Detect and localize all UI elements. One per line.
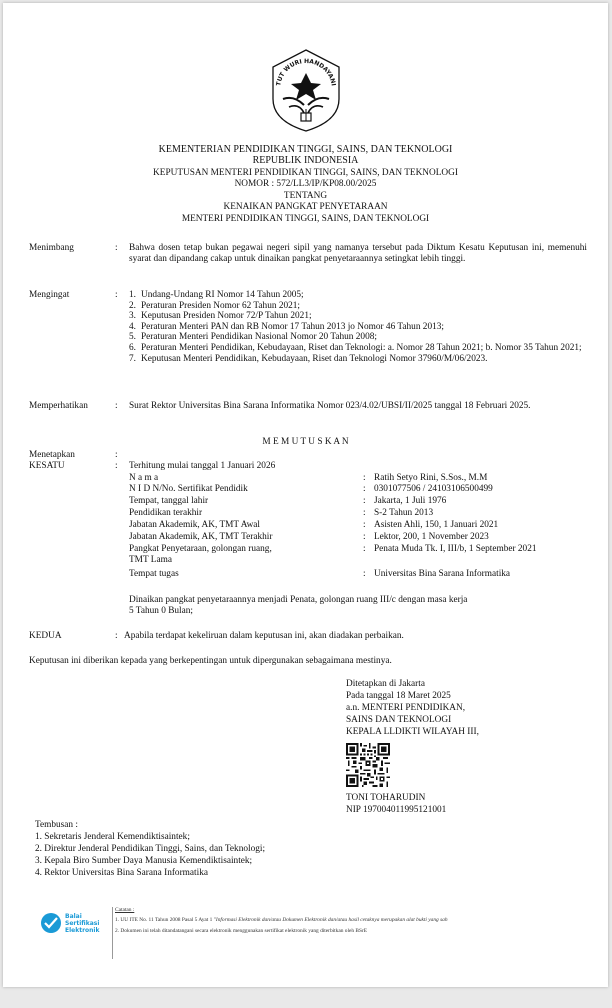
field-sep: : <box>363 532 366 542</box>
field-sep: : <box>363 496 366 506</box>
header-subject: KENAIKAN PANGKAT PENYETARAAN <box>223 202 388 212</box>
field-label-pangkat-2: TMT Lama <box>129 555 172 565</box>
header-ministry: KEMENTERIAN PENDIDIKAN TINGGI, SAINS, DAN TEKNOLOGI <box>158 144 453 155</box>
mengingat-list <box>129 290 589 364</box>
mengingat-item: 1. Undang-Undang RI Nomor 14 Tahun 2005; <box>129 290 304 300</box>
kesatu-intro: Terhitung mulai tanggal 1 Januari 2026 <box>129 461 276 471</box>
menetapkan-sep: : <box>115 450 118 460</box>
field-value-birth: Jakarta, 1 Juli 1976 <box>374 496 447 506</box>
mengingat-item: 2. Peraturan Presiden Nomor 62 Tahun 2021; <box>129 300 301 311</box>
field-sep: : <box>363 508 366 518</box>
mengingat-item: 6. Peraturan Menteri Pendidikan, Kebudayaan, Riset dan Teknologi: a. Nomor 28 Tahun 2021; b. Nomor 35 Tahun 2021; <box>129 342 582 353</box>
kesatu-sep: : <box>115 461 118 471</box>
field-label-jabatan-terakhir: Jabatan Akademik, AK, TMT Terakhir <box>129 532 273 542</box>
memperhatikan-label: Memperhatikan <box>29 401 88 411</box>
field-label-tempat-tugas: Tempat tugas <box>129 569 179 579</box>
tembusan-label: Tembusan : <box>35 820 78 830</box>
header-republic: REPUBLIK INDONESIA <box>252 155 359 166</box>
sign-nip: NIP 197004011995121001 <box>346 805 447 815</box>
mengingat-item: 3. Keputusan Presiden Nomor 72/P Tahun 2021; <box>129 311 312 322</box>
field-label-nama: N a m a <box>129 473 159 483</box>
header-about: TENTANG <box>283 191 328 201</box>
field-value-nama: Ratih Setyo Rini, S.Sos., M.M <box>374 473 488 483</box>
kesatu-result-2: 5 Tahun 0 Bulan; <box>129 606 193 616</box>
header-subject-2: MENTERI PENDIDIKAN TINGGI, SAINS, DAN TEKNOLOGI <box>181 214 430 224</box>
svg-text:Balai: Balai <box>65 913 82 920</box>
field-value-education: S-2 Tahun 2013 <box>374 508 434 518</box>
kedua-text: Apabila terdapat kekeliruan dalam keputusan ini, akan diadakan perbaikan. <box>124 631 404 641</box>
sign-name: TONI TOHARUDIN <box>346 793 426 803</box>
field-sep: : <box>363 544 366 554</box>
kesatu-label: KESATU <box>29 461 65 471</box>
tembusan-item: 1. Sekretaris Jenderal Kemendiktisaintek; <box>35 832 190 842</box>
mengingat-item: 5. Peraturan Menteri Pendidikan Nasional Nomor 20 Tahun 2008; <box>129 332 377 343</box>
footer-note-2: 2. Dokumen ini telah ditandatangani secara elektronik menggunakan sertifikat elektronik yang diterbitkan oleh BSrE <box>115 928 368 934</box>
mengingat-label: Mengingat <box>29 290 70 300</box>
field-label-pangkat: Pangkat Penyetaraan, golongan ruang, <box>129 544 272 554</box>
field-value-nidn: 0301077506 / 24103106500499 <box>374 484 493 494</box>
header-number: NOMOR : 572/LL3/IP/KP08.00/2025 <box>234 179 377 189</box>
menimbang-text: Bahwa dosen tetap bukan pegawai negeri sipil yang namanya tersebut pada Diktum Kesatu Keputusan ini, memenuhi syarat dan dipandang cakap untuk dinaikan pangkat penyetaraannya setingkat lebih tinggi. <box>129 243 587 264</box>
tembusan-item: 3. Kepala Biro Sumber Daya Manusia Kemendiktisaintek; <box>35 856 253 866</box>
document-page <box>3 3 608 987</box>
header-decree-title: KEPUTUSAN MENTERI PENDIDIKAN TINGGI, SAINS, DAN TEKNOLOGI <box>153 168 458 178</box>
footer-note-1: 1. UU ITE No. 11 Tahun 2008 Pasal 5 Ayat 1 "Informasi Elektronik dan/atau Dokumen Elektronik dan/atau hasil cetaknya merupakan alat bukti yang sah <box>115 917 448 923</box>
field-value-tempat-tugas: Universitas Bina Sarana Informatika <box>374 569 511 579</box>
field-label-jabatan-awal: Jabatan Akademik, AK, TMT Awal <box>129 520 261 530</box>
field-label-education: Pendidikan terakhir <box>129 508 203 518</box>
sign-line3: KEPALA LLDIKTI WILAYAH III, <box>346 727 479 737</box>
field-label-nidn: N I D N/No. Sertifikat Pendidik <box>129 484 248 494</box>
sign-date: Pada tanggal 18 Maret 2025 <box>346 691 451 701</box>
kesatu-result-1: Dinaikan pangkat penyetaraannya menjadi Penata, golongan ruang III/c dengan masa kerja <box>129 595 468 605</box>
tembusan-item: 4. Rektor Universitas Bina Sarana Informatika <box>35 868 208 878</box>
field-sep: : <box>363 473 366 483</box>
field-value-jabatan-terakhir: Lektor, 200, 1 November 2023 <box>374 532 489 542</box>
menetapkan-label: Menetapkan <box>29 450 75 460</box>
mengingat-sep: : <box>115 290 118 300</box>
sign-line2: SAINS DAN TEKNOLOGI <box>346 715 452 725</box>
sign-on-behalf: a.n. MENTERI PENDIDIKAN, <box>346 703 466 713</box>
svg-text:Elektronik: Elektronik <box>65 927 100 934</box>
field-value-pangkat: Penata Muda Tk. I, III/b, 1 September 2021 <box>374 544 537 554</box>
field-value-jabatan-awal: Asisten Ahli, 150, 1 Januari 2021 <box>374 520 499 530</box>
footer-divider <box>112 907 113 959</box>
field-label-birth: Tempat, tanggal lahir <box>129 496 209 506</box>
mengingat-item: 7. Keputusan Menteri Pendidikan, Kebudayaan, Riset dan Teknologi Nomor 37960/M/06/2023. <box>129 353 488 364</box>
tembusan-item: 2. Direktur Jenderal Pendidikan Tinggi, Sains, dan Teknologi; <box>35 844 266 854</box>
field-sep: : <box>363 569 366 579</box>
mengingat-item: 4. Peraturan Menteri PAN dan RB Nomor 17 Tahun 2013 jo Nomor 46 Tahun 2013; <box>129 321 444 332</box>
memperhatikan-sep: : <box>115 401 118 411</box>
svg-text:Sertifikasi: Sertifikasi <box>65 920 100 927</box>
menimbang-label: Menimbang <box>29 243 74 253</box>
memperhatikan-text: Surat Rektor Universitas Bina Sarana Informatika Nomor 023/4.02/UBSI/II/2025 tanggal 18 Februari 2025. <box>129 401 531 411</box>
tut-wuri-handayani-logo <box>265 47 347 133</box>
signature-qr-code <box>346 743 390 787</box>
memutuskan-heading: M E M U T U S K A N <box>262 437 349 447</box>
bsre-logo <box>39 909 109 937</box>
kedua-sep: : <box>115 631 118 641</box>
logo-motto-text: TUT WURI HANDAYANI <box>275 57 337 87</box>
sign-place: Ditetapkan di Jakarta <box>346 679 425 689</box>
field-sep: : <box>363 520 366 530</box>
kedua-label: KEDUA <box>29 631 62 641</box>
closing-text: Keputusan ini diberikan kepada yang berkepentingan untuk dipergunakan sebagaimana mestinya. <box>29 656 392 666</box>
menimbang-sep: : <box>115 243 118 253</box>
footer-catatan: Catatan : <box>115 907 135 913</box>
field-sep: : <box>363 484 366 494</box>
